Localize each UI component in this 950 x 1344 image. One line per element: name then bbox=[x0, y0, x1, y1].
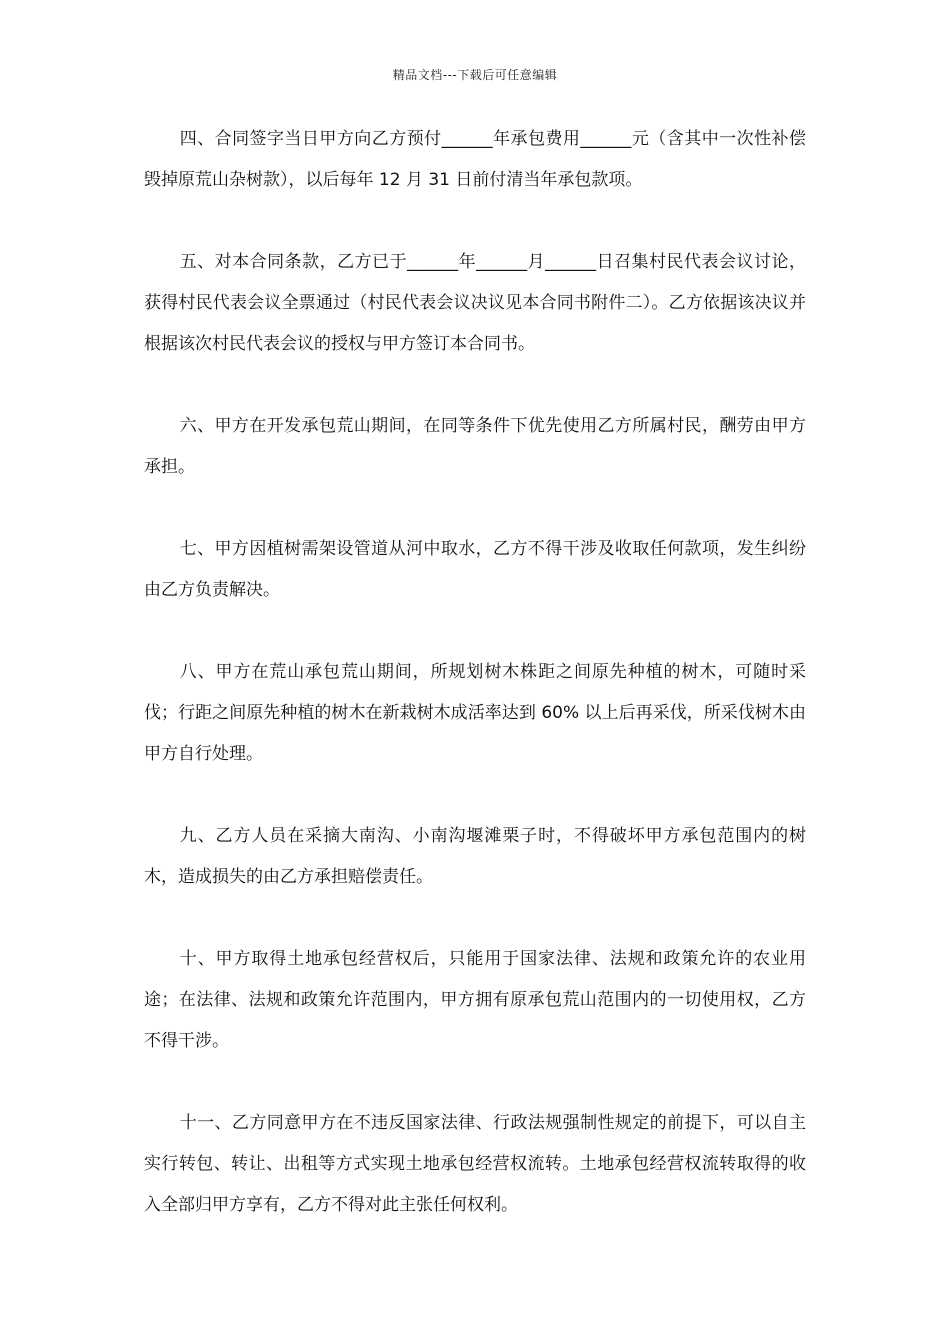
clause-6: 六、甲方在开发承包荒山期间，在同等条件下优先使用乙方所属村民，酬劳由甲方承担。 bbox=[144, 416, 806, 477]
page-header: 精品文档---下载后可任意编辑 bbox=[392, 68, 558, 82]
clause-5: 五、对本合同条款，乙方已于______年______月______日召集村民代表会议讨论，获得村民代表会议全票通过（村民代表会议决议见本合同书附件二）。乙方依据该决议并根据该次村民代表会议的授权与甲方签订本合同书。 bbox=[144, 252, 806, 354]
contract-body bbox=[144, 119, 806, 1267]
clause-8: 八、甲方在荒山承包荒山期间，所规划树木株距之间原先种植的树木，可随时采伐；行距之间原先种植的树木在新栽树木成活率达到 60% 以上后再采伐，所采伐树木由甲方自行处理。 bbox=[144, 662, 806, 764]
clause-9: 九、乙方人员在采摘大南沟、小南沟堰滩栗子时，不得破坏甲方承包范围内的树木，造成损失的由乙方承担赔偿责任。 bbox=[144, 826, 806, 887]
clause-7: 七、甲方因植树需架设管道从河中取水，乙方不得干涉及收取任何款项，发生纠纷由乙方负责解决。 bbox=[144, 539, 806, 600]
clause-11: 十一、乙方同意甲方在不违反国家法律、行政法规强制性规定的前提下，可以自主实行转包、转让、出租等方式实现土地承包经营权流转。土地承包经营权流转取得的收入全部归甲方享有，乙方不得对此主张任何权利。 bbox=[144, 1113, 806, 1215]
clause-10: 十、甲方取得土地承包经营权后，只能用于国家法律、法规和政策允许的农业用途；在法律、法规和政策允许范围内，甲方拥有原承包荒山范围内的一切使用权，乙方不得干涉。 bbox=[144, 949, 806, 1051]
clause-4: 四、合同签字当日甲方向乙方预付______年承包费用______元（含其中一次性补偿毁掉原荒山杂树款），以后每年 12 月 31 日前付清当年承包款项。 bbox=[144, 129, 806, 190]
